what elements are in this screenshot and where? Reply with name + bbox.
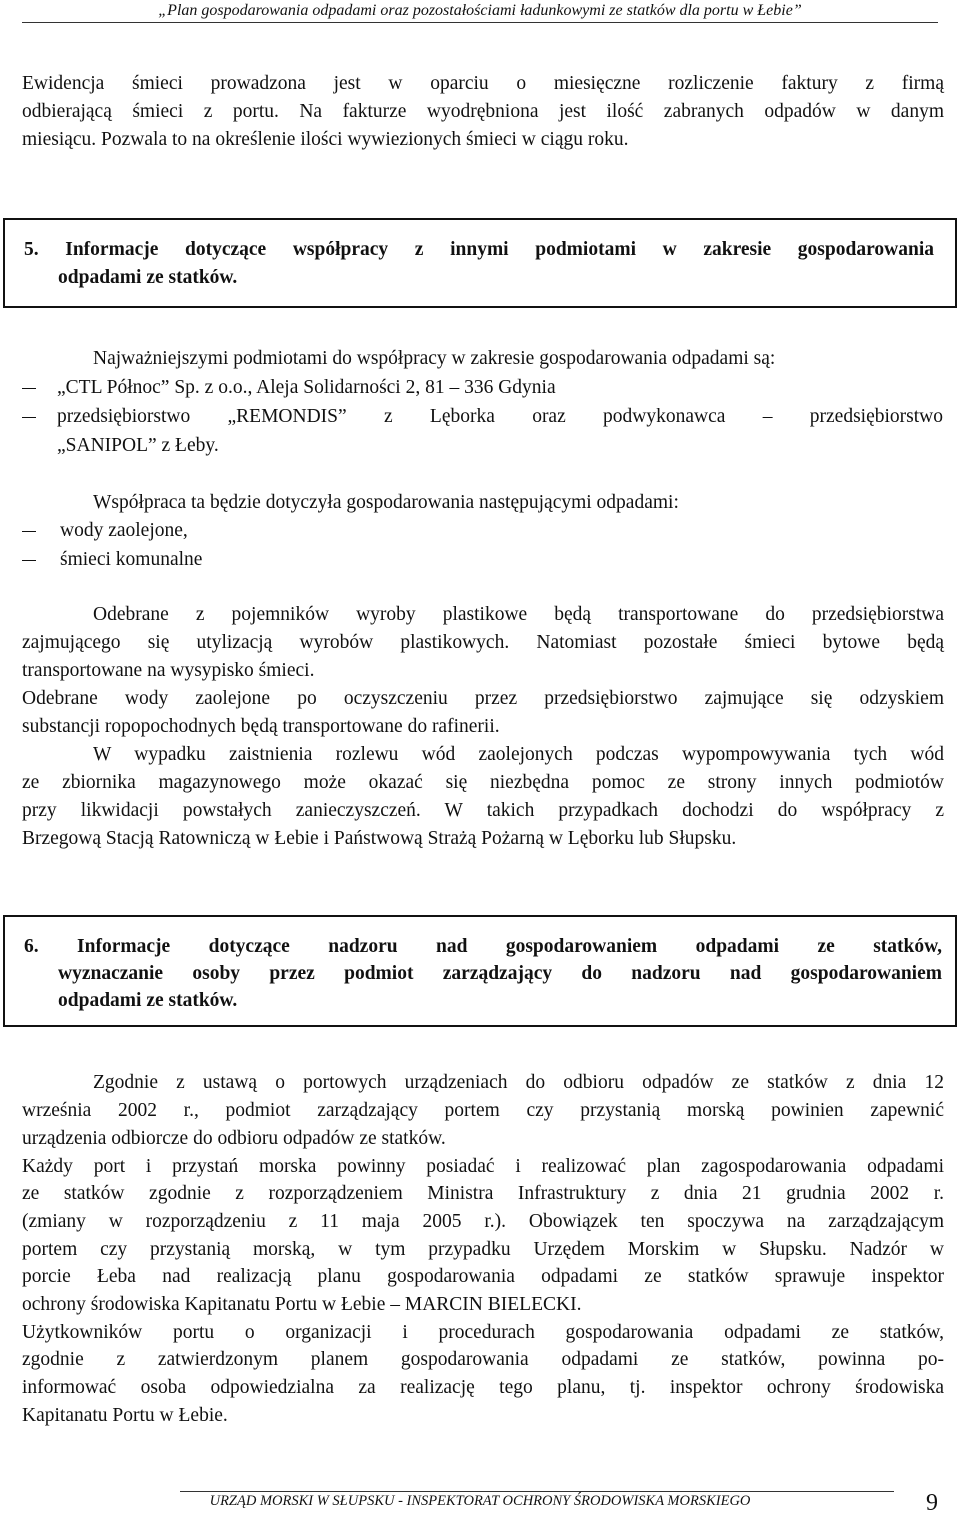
dash-bullet	[22, 560, 36, 561]
text-line: urządzenia odbiorcze do odbioru odpadów ze statków.	[22, 1128, 446, 1149]
text-line: miesiącu. Pozwala to na określenie ilości wywiezionych śmieci w ciągu roku.	[22, 129, 629, 150]
section-5-heading	[3, 218, 957, 308]
section-6-heading	[3, 915, 957, 1027]
text-line: ochrony środowiska Kapitanatu Portu w Łebie – MARCIN BIELECKI.	[22, 1294, 582, 1315]
text-line: września 2002 r., podmiot zarządzający portem czy przystanią morską powinien zapewnić	[22, 1100, 944, 1121]
text-line: porcie Łeba nad realizacją planu gospodarowania odpadami ze statków sprawuje inspektor	[22, 1266, 944, 1287]
heading-line: odpadami ze statków.	[58, 990, 238, 1011]
text-line: Zgodnie z ustawą o portowych urządzeniach do odbioru odpadów ze statków z dnia 12	[93, 1072, 944, 1093]
text-line: zajmującego się utylizacją wyrobów plastikowych. Natomiast pozostałe śmieci bytowe będą	[22, 632, 944, 653]
dash-bullet	[22, 531, 36, 532]
text-line: Ewidencja śmieci prowadzona jest w oparciu o miesięczne rozliczenie faktury z firmą	[22, 73, 944, 94]
text-line: Kapitanatu Portu w Łebie.	[22, 1405, 228, 1426]
heading-line: 5. Informacje dotyczące współpracy z innymi podmiotami w zakresie gospodarowania	[24, 239, 934, 260]
waste-type-item: wody zaolejone,	[60, 520, 188, 541]
partner-item: przedsiębiorstwo „REMONDIS” z Lęborka oraz podwykonawca – przedsiębiorstwo	[57, 406, 943, 427]
text-line: portem czy przystanią morską, w tym przypadku Urzędem Morskim w Słupsku. Nadzór w	[22, 1239, 944, 1260]
heading-line: wyznaczanie osoby przez podmiot zarządzający do nadzoru nad gospodarowaniem	[58, 963, 942, 984]
text-line: substancji ropopochodnych będą transportowane do rafinerii.	[22, 716, 500, 737]
dash-bullet	[22, 417, 36, 418]
partner-item-continued: „SANIPOL” z Łeby.	[57, 435, 219, 456]
text-line: Odebrane wody zaolejone po oczyszczeniu przez przedsiębiorstwo zajmujące się odzyskiem	[22, 688, 944, 709]
document-title: „Plan gospodarowania odpadami oraz pozostałościami ładunkowymi ze statków dla portu w Łebie”	[158, 2, 802, 19]
text-line: odbierającą śmieci z portu. Na fakturze wyodrębniona jest ilość zabranych odpadów w danym	[22, 101, 944, 122]
dash-bullet	[22, 388, 36, 389]
header-divider	[22, 22, 938, 23]
footer-divider	[180, 1491, 894, 1492]
text-line: (zmiany w rozporządzeniu z 11 maja 2005 r.). Obowiązek ten spoczywa na zarządzającym	[22, 1211, 944, 1232]
text-line: informować osoba odpowiedzialna za realizację tego planu, tj. inspektor ochrony środowiska	[22, 1377, 944, 1398]
heading-line: odpadami ze statków.	[58, 267, 238, 288]
page-number: 9	[926, 1490, 938, 1516]
partners-intro: Najważniejszymi podmiotami do współpracy w zakresie gospodarowania odpadami są:	[93, 348, 776, 369]
waste-types-intro: Współpraca ta będzie dotyczyła gospodarowania następującymi odpadami:	[93, 492, 679, 513]
page-header	[0, 0, 960, 22]
text-line: ze zbiornika magazynowego może okazać się niezbędna pomoc ze strony innych podmiotów	[22, 772, 944, 793]
text-line: W wypadku zaistnienia rozlewu wód zaolejonych podczas wypompowywania tych wód	[93, 744, 944, 765]
text-line: Każdy port i przystań morska powinny posiadać i realizować plan zagospodarowania odpadami	[22, 1156, 944, 1177]
text-line: Użytkowników portu o organizacji i procedurach gospodarowania odpadami ze statków,	[22, 1322, 944, 1343]
partner-item: „CTL Północ” Sp. z o.o., Aleja Solidarności 2, 81 – 336 Gdynia	[57, 377, 556, 398]
text-line: ze statków zgodnie z rozporządzeniem Ministra Infrastruktury z dnia 21 grudnia 2002 r.	[22, 1183, 944, 1204]
heading-line: 6. Informacje dotyczące nadzoru nad gospodarowaniem odpadami ze statków,	[24, 936, 942, 957]
footer-institution: URZĄD MORSKI W SŁUPSKU - INSPEKTORAT OCHRONY ŚRODOWISKA MORSKIEGO	[209, 1493, 751, 1509]
text-line: Odebrane z pojemników wyroby plastikowe będą transportowane do przedsiębiorstwa	[93, 604, 944, 625]
text-line: zgodnie z zatwierdzonym planem gospodarowania odpadami ze statków, powinna po-	[22, 1349, 944, 1370]
text-line: przy likwidacji powstałych zanieczyszczeń. W takich przypadkach dochodzi do współpracy z	[22, 800, 944, 821]
waste-type-item: śmieci komunalne	[60, 549, 203, 570]
text-line: Brzegową Stacją Ratowniczą w Łebie i Państwową Strażą Pożarną w Lęborku lub Słupsku.	[22, 828, 737, 849]
text-line: transportowane na wysypisko śmieci.	[22, 660, 315, 681]
